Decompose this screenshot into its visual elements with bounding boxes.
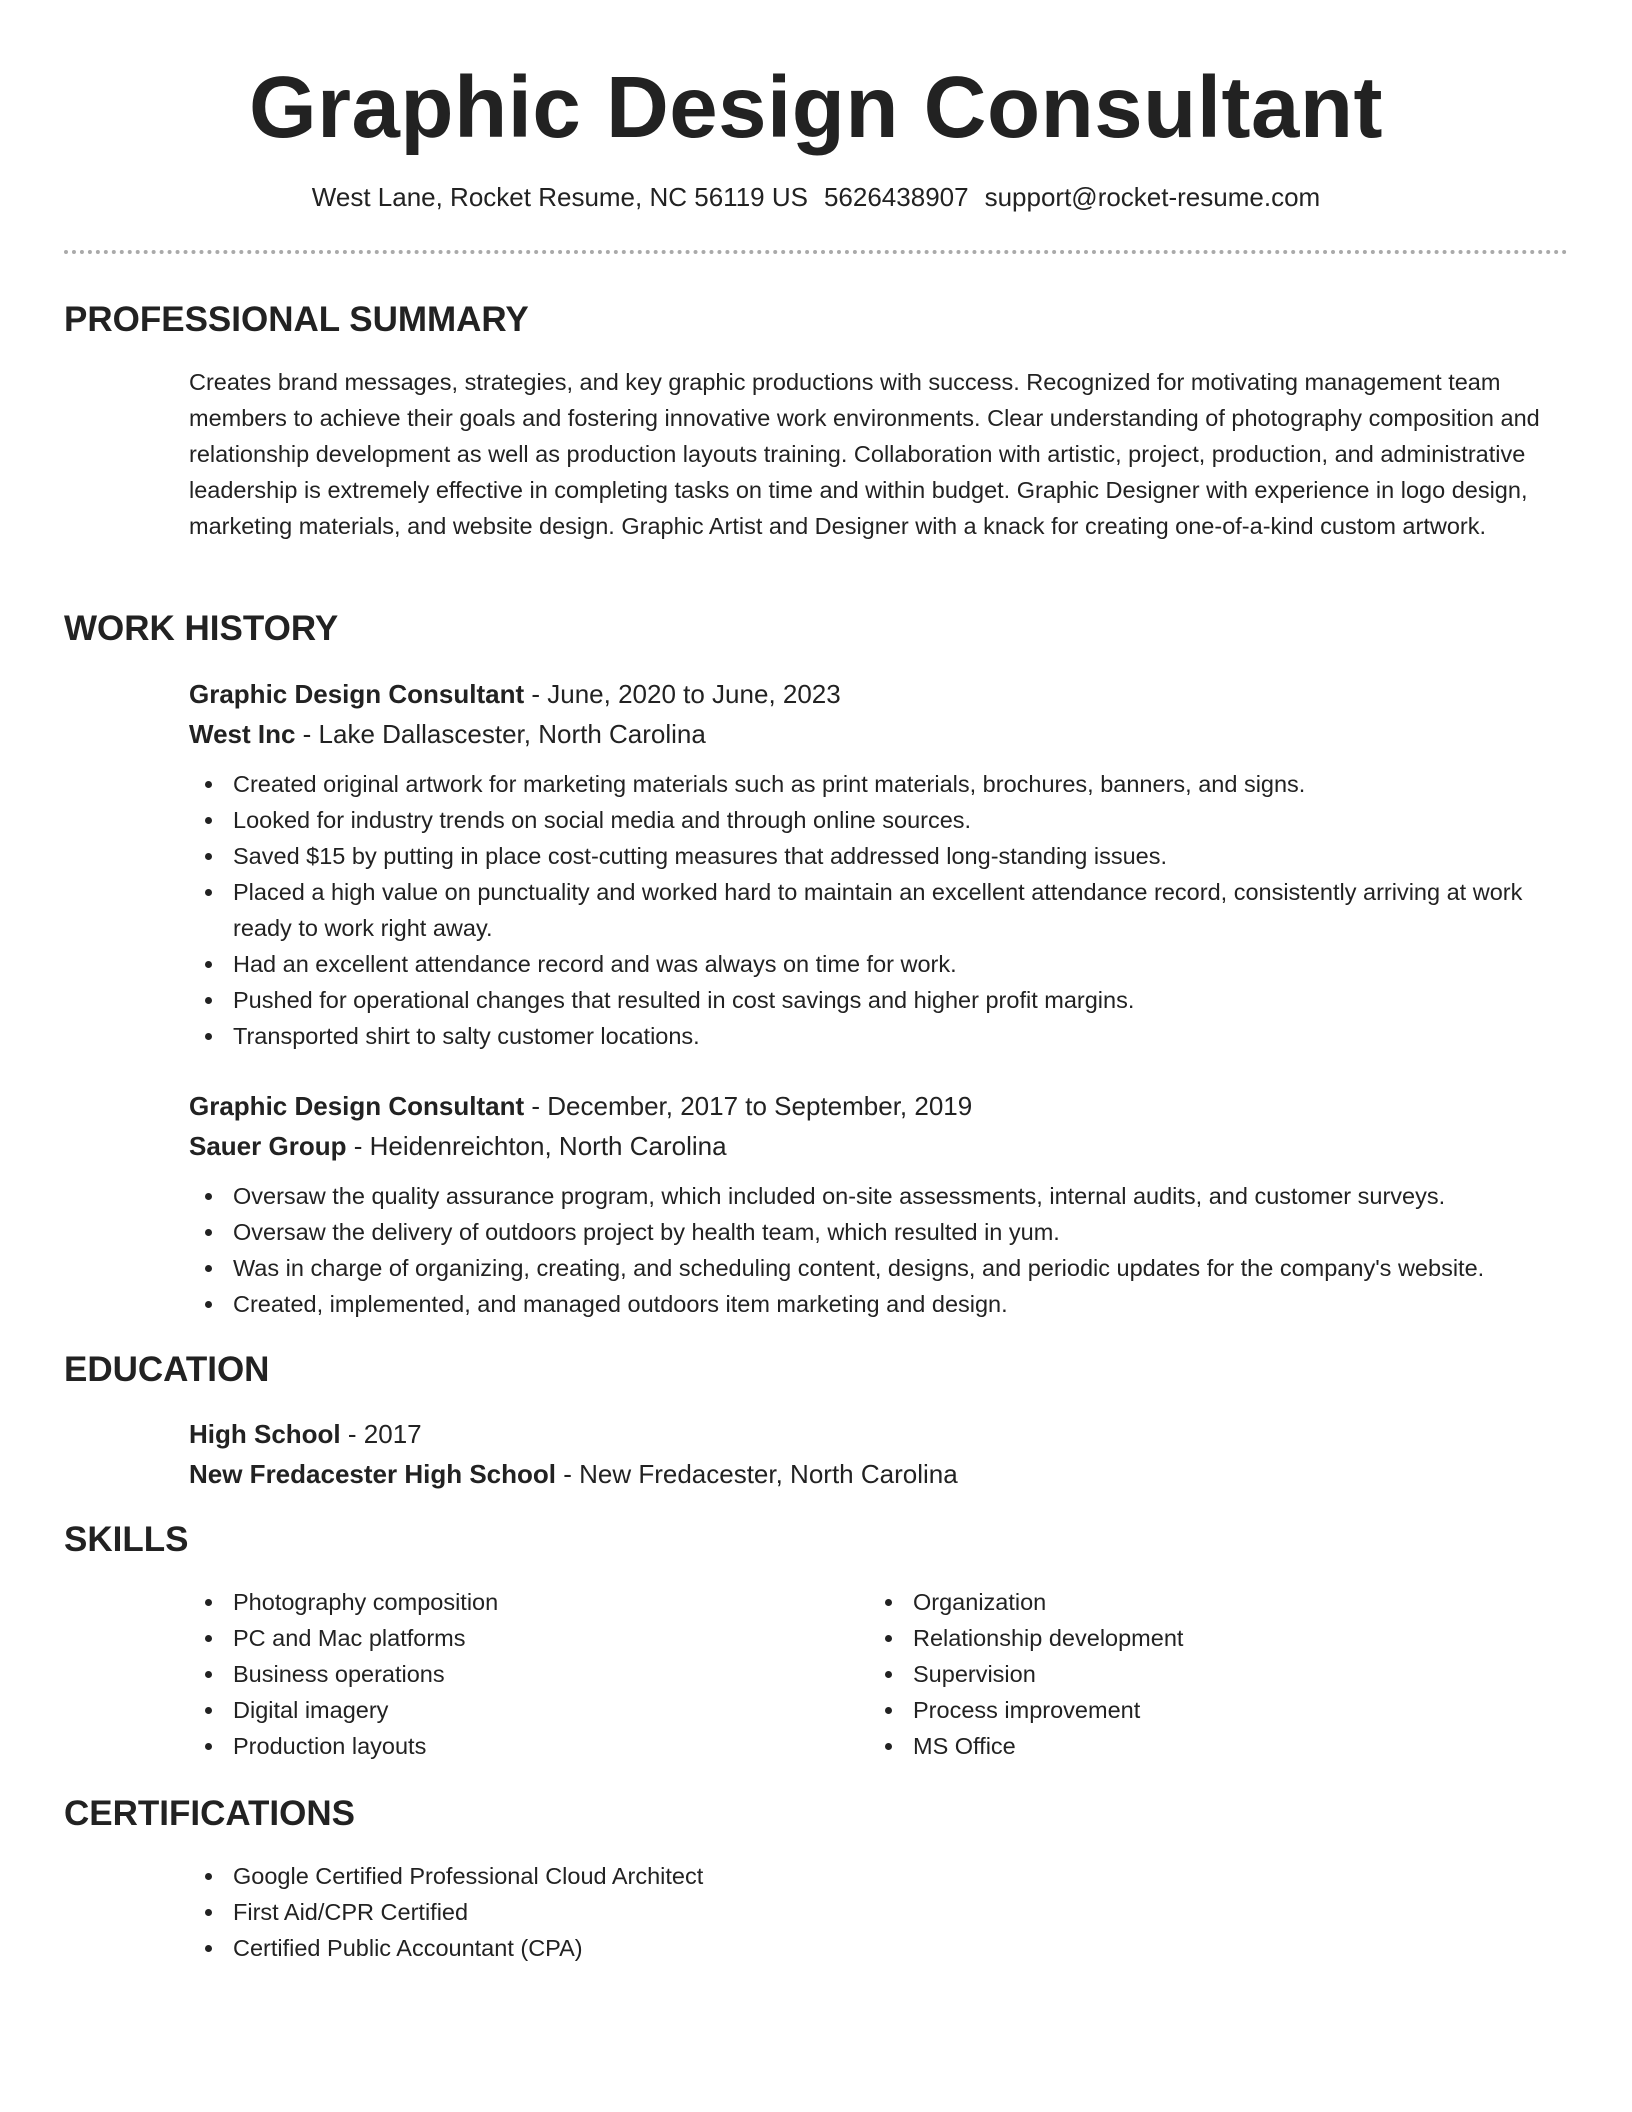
education-location: - New Fredacester, North Carolina <box>555 1459 958 1489</box>
skill-item: Relationship development <box>869 1620 1549 1656</box>
job-entry <box>189 674 1559 1054</box>
skill-item: Production layouts <box>189 1728 869 1764</box>
skill-item: Photography composition <box>189 1584 869 1620</box>
job-bullet: Created original artwork for marketing materials such as print materials, brochures, banners, and signs. <box>189 766 1559 802</box>
education-year: - 2017 <box>340 1419 422 1449</box>
job-entry <box>189 1086 1559 1322</box>
job-bullet: Created, implemented, and managed outdoors item marketing and design. <box>189 1286 1559 1322</box>
certifications-section <box>189 1858 1559 1966</box>
skill-item: Business operations <box>189 1656 869 1692</box>
job-bullet: Had an excellent attendance record and was always on time for work. <box>189 946 1559 982</box>
job-bullets <box>189 766 1559 1054</box>
education-degree-line <box>189 1414 1559 1454</box>
header-divider <box>64 250 1568 254</box>
job-dates: - June, 2020 to June, 2023 <box>524 679 841 709</box>
certification-item: Certified Public Accountant (CPA) <box>189 1930 1559 1966</box>
job-company: Sauer Group <box>189 1131 347 1161</box>
job-title-line <box>189 674 1559 714</box>
skill-item: Digital imagery <box>189 1692 869 1728</box>
certifications-list <box>189 1858 1559 1966</box>
job-company-line <box>189 714 1559 754</box>
contact-phone: 5626438907 <box>823 182 969 212</box>
job-location: - Heidenreichton, North Carolina <box>346 1131 727 1161</box>
education-heading: EDUCATION <box>64 1350 270 1389</box>
skill-item: Supervision <box>869 1656 1549 1692</box>
job-company-line <box>189 1126 1559 1166</box>
resume-name: Graphic Design Consultant <box>249 59 1383 156</box>
job-bullet: Saved $15 by putting in place cost-cutting measures that addressed long-standing issues. <box>189 838 1559 874</box>
education-school: New Fredacester High School <box>189 1459 556 1489</box>
summary-heading: PROFESSIONAL SUMMARY <box>64 300 529 339</box>
contact-address: West Lane, Rocket Resume, NC 56119 US <box>311 182 808 212</box>
skill-item: MS Office <box>869 1728 1549 1764</box>
job-location: - Lake Dallascester, North Carolina <box>295 719 706 749</box>
skills-columns <box>189 1584 1559 1764</box>
certifications-heading: CERTIFICATIONS <box>64 1794 356 1833</box>
job-role: Graphic Design Consultant <box>189 1091 525 1121</box>
summary-text: Creates brand messages, strategies, and key graphic productions with success. Recognized for motivating management team members to achieve their goals and fostering innovative work environments. Clear understanding of photography composition and relationship development as well as production layouts training. Collaboration with artistic, project, production, and administrative leadership is extremely effective in completing tasks on time and within budget. Graphic Designer with experience in logo design, marketing materials, and website design. Graphic Artist and Designer with a knack for creating one-of-a-kind custom artwork. <box>189 369 1540 539</box>
skills-section <box>189 1584 1559 1764</box>
certification-item: First Aid/CPR Certified <box>189 1894 1559 1930</box>
job-bullet: Looked for industry trends on social media and through online sources. <box>189 802 1559 838</box>
job-bullet: Oversaw the delivery of outdoors project by health team, which resulted in yum. <box>189 1214 1559 1250</box>
contact-email[interactable]: support@rocket-resume.com <box>984 182 1321 212</box>
summary-section <box>189 364 1559 544</box>
education-school-line <box>189 1454 1559 1494</box>
job-bullet: Was in charge of organizing, creating, and scheduling content, designs, and periodic updates for the company's website. <box>189 1250 1559 1286</box>
job-bullet: Oversaw the quality assurance program, which included on-site assessments, internal audits, and customer surveys. <box>189 1178 1559 1214</box>
work-history-heading: WORK HISTORY <box>64 609 339 648</box>
contact-line <box>0 180 1632 214</box>
skills-list-right <box>869 1584 1549 1764</box>
job-bullets <box>189 1178 1559 1322</box>
job-dates: - December, 2017 to September, 2019 <box>524 1091 973 1121</box>
skill-item: Organization <box>869 1584 1549 1620</box>
job-bullet: Pushed for operational changes that resulted in cost savings and higher profit margins. <box>189 982 1559 1018</box>
certification-item: Google Certified Professional Cloud Architect <box>189 1858 1559 1894</box>
skills-heading: SKILLS <box>64 1520 189 1559</box>
job-role: Graphic Design Consultant <box>189 679 525 709</box>
job-bullet: Placed a high value on punctuality and worked hard to maintain an excellent attendance record, consistently arriving at work ready to work right away. <box>189 874 1559 946</box>
education-degree: High School <box>189 1419 341 1449</box>
job-title-line <box>189 1086 1559 1126</box>
education-entry <box>189 1414 1559 1494</box>
skill-item: Process improvement <box>869 1692 1549 1728</box>
skill-item: PC and Mac platforms <box>189 1620 869 1656</box>
job-bullet: Transported shirt to salty customer locations. <box>189 1018 1559 1054</box>
skills-list-left <box>189 1584 869 1764</box>
job-company: West Inc <box>189 719 296 749</box>
